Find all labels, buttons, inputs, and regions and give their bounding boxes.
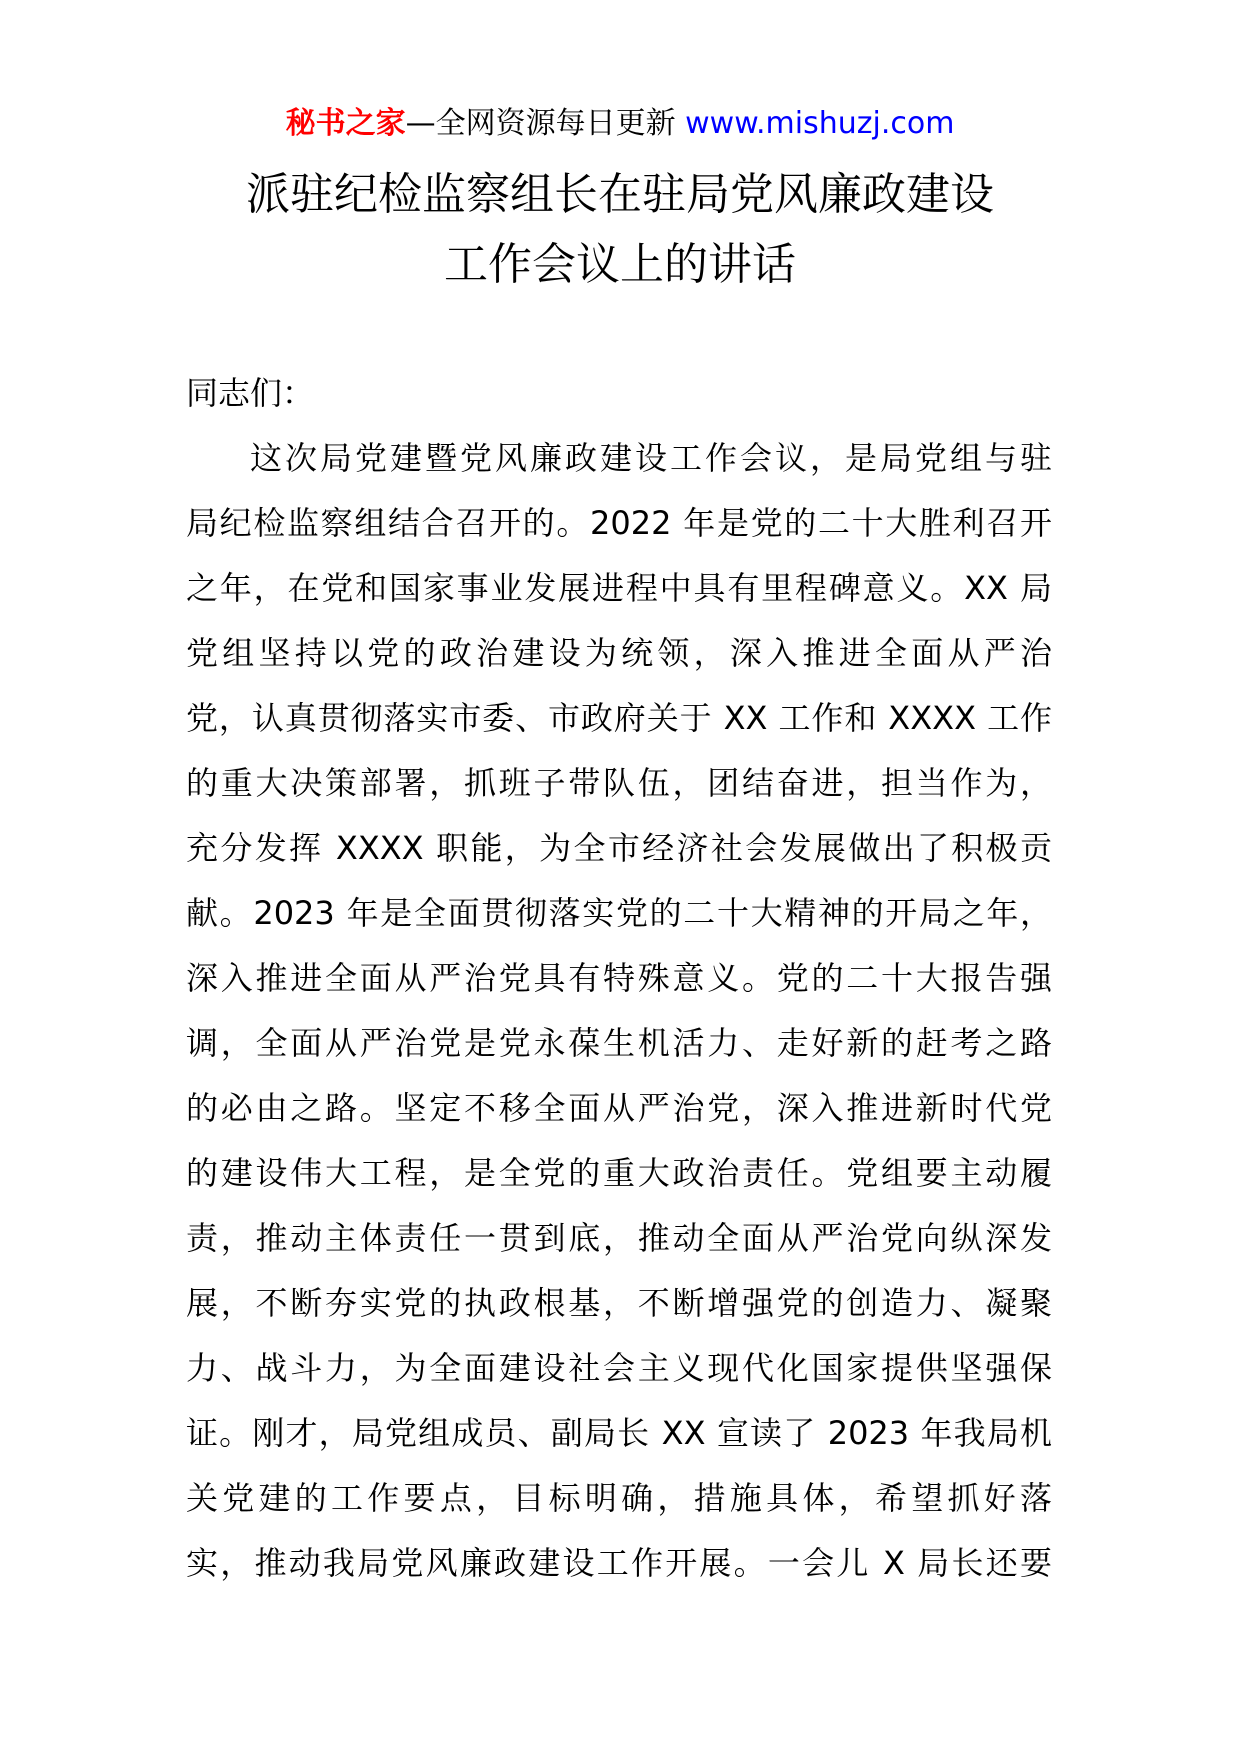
paragraph-line: 的必由之路。坚定不移全面从严治党，深入推进新时代党 <box>186 1089 1052 1127</box>
paragraph-line: 局纪检监察组结合召开的。2022 年是党的二十大胜利召开 <box>186 504 1052 542</box>
banner-slogan: —全网资源每日更新 <box>405 106 676 141</box>
website-link[interactable]: www.mishuzj.com <box>685 106 955 141</box>
paragraph-line: 党，认真贯彻落实市委、市政府关于 XX 工作和 XXXX 工作 <box>186 699 1052 737</box>
salutation: 同志们： <box>186 374 315 412</box>
paragraph-line: 的建设伟大工程，是全党的重大政治责任。党组要主动履 <box>186 1154 1052 1192</box>
brand-name: 秘书之家 <box>285 106 406 141</box>
paragraph-line: 献。2023 年是全面贯彻落实党的二十大精神的开局之年， <box>186 894 1052 932</box>
header-banner <box>0 102 1240 146</box>
paragraph-line: 之年，在党和国家事业发展进程中具有里程碑意义。XX 局 <box>186 569 1052 607</box>
paragraph-line: 充分发挥 XXXX 职能，为全市经济社会发展做出了积极贡 <box>186 829 1052 867</box>
paragraph-line: 力、战斗力，为全面建设社会主义现代化国家提供坚强保 <box>186 1349 1052 1387</box>
title-line-1: 派驻纪检监察组长在驻局党风廉政建设 <box>246 169 994 220</box>
paragraph-line: 实，推动我局党风廉政建设工作开展。一会儿 X 局长还要 <box>186 1544 1052 1582</box>
paragraph-line: 关党建的工作要点，目标明确，措施具体，希望抓好落 <box>186 1479 1052 1517</box>
body-paragraph <box>186 426 1052 1596</box>
document-body <box>186 361 1052 1596</box>
document-title <box>0 160 1240 300</box>
title-line-2: 工作会议上的讲话 <box>444 239 796 290</box>
paragraph-line: 责，推动主体责任一贯到底，推动全面从严治党向纵深发 <box>186 1219 1052 1257</box>
paragraph-line: 展，不断夯实党的执政根基，不断增强党的创造力、凝聚 <box>186 1284 1052 1322</box>
paragraph-line: 的重大决策部署，抓班子带队伍，团结奋进，担当作为， <box>186 764 1052 802</box>
paragraph-line: 证。刚才，局党组成员、副局长 XX 宣读了 2023 年我局机 <box>186 1414 1052 1452</box>
paragraph-line: 这次局党建暨党风廉政建设工作会议，是局党组与驻 <box>250 439 1052 477</box>
paragraph-line: 深入推进全面从严治党具有特殊意义。党的二十大报告强 <box>186 959 1052 997</box>
paragraph-line: 党组坚持以党的政治建设为统领，深入推进全面从严治 <box>186 634 1052 672</box>
paragraph-line: 调，全面从严治党是党永葆生机活力、走好新的赶考之路 <box>186 1024 1052 1062</box>
